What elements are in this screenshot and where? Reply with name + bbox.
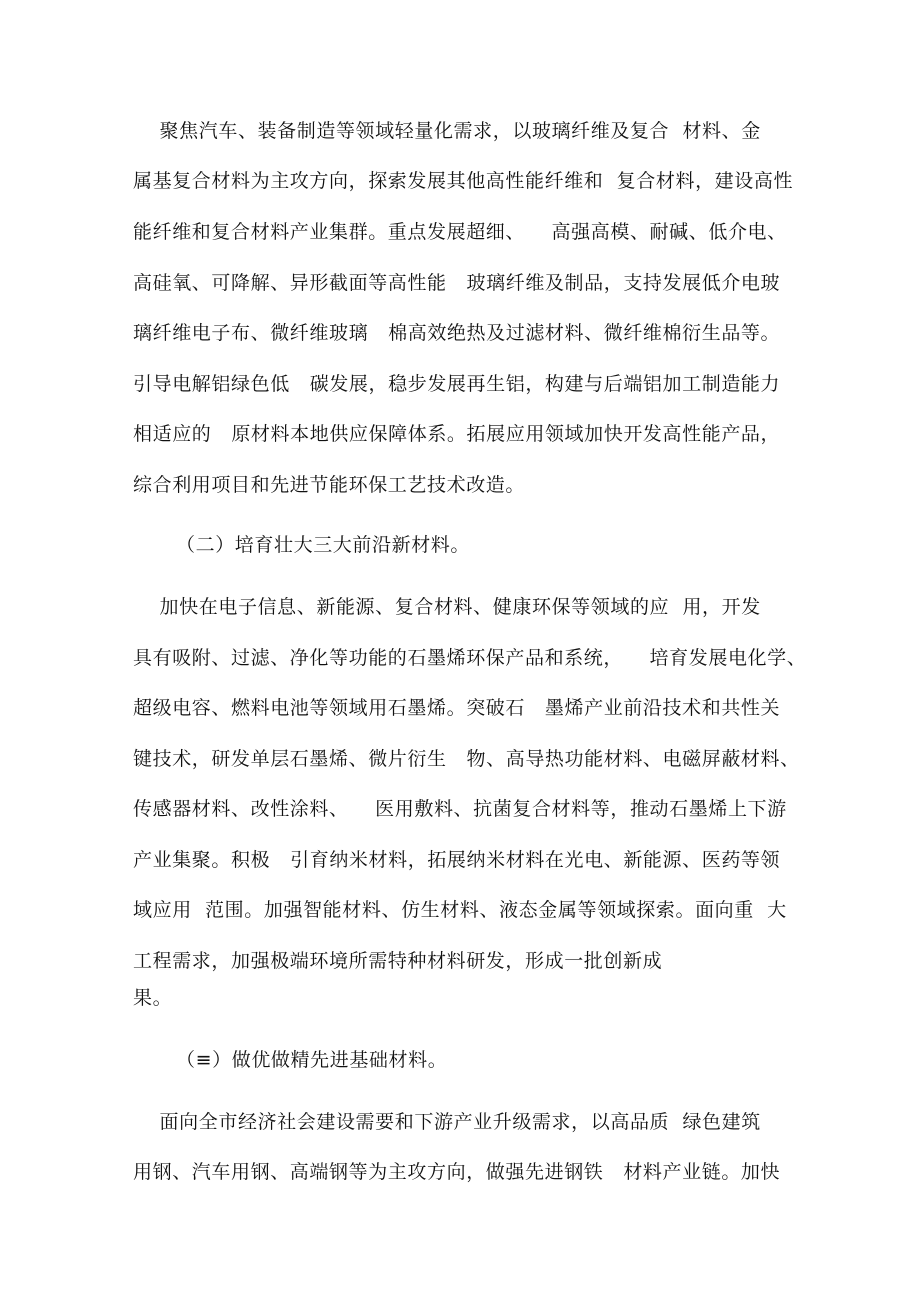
paragraph-2-line-7: 域应用 范围。加强智能材料、仿生材料、液态金属等领域探索。面向重 大 bbox=[133, 899, 787, 921]
paragraph-1-line-5: 璃纤维电子布、微纤维玻璃 棉高效绝热及过滤材料、微纤维棉衍生品等。 bbox=[133, 322, 781, 344]
paragraph-2-line-5: 传感器材料、改性涂料、 医用敷料、抗菌复合材料等，推动石墨烯上下游 bbox=[133, 798, 787, 820]
paragraph-3-line-2: 用钢、汽车用钢、高端钢等为主攻方向，做强先进钢铁 材料产业链。加快 bbox=[133, 1161, 781, 1183]
paragraph-1-line-8: 综合利用项目和先进节能环保工艺技术改造。 bbox=[133, 474, 526, 496]
paragraph-1-line-4: 高硅氧、可降解、异形截面等高性能 玻璃纤维及制品，支持发展低介电玻 bbox=[133, 272, 781, 294]
paragraph-2-line-9: 果。 bbox=[133, 987, 173, 1009]
paragraph-1-line-2: 属基复合材料为主攻方向，探索发展其他高性能纤维和 复合材料，建设高性 bbox=[133, 170, 794, 192]
paragraph-2-line-8: 工程需求，加强极端环境所需特种材料研发，形成一批创新成 bbox=[133, 950, 663, 972]
paragraph-1-line-1: 聚焦汽车、装备制造等领域轻量化需求，以玻璃纤维及复合 材料、金 bbox=[133, 120, 761, 142]
section-heading-2: （二）培育壮大三大前沿新材料。 bbox=[176, 534, 471, 556]
paragraph-2-line-3: 超级电容、燃料电池等领域用石墨烯。突破石 墨烯产业前沿技术和共性关 bbox=[133, 697, 781, 719]
paragraph-2-line-4: 键技术，研发单层石墨烯、微片衍生 物、高导热功能材料、电磁屏蔽材料、 bbox=[133, 748, 800, 770]
paragraph-2-line-6: 产业集聚。积极 引育纳米材料，拓展纳米材料在光电、新能源、医药等领 bbox=[133, 849, 781, 871]
paragraph-1-line-7: 相适应的 原材料本地供应保障体系。拓展应用领域加快开发高性能产品， bbox=[133, 423, 781, 445]
paragraph-1-line-3: 能纤维和复合材料产业集群。重点发展超细、 高强高模、耐碱、低介电、 bbox=[133, 221, 787, 243]
paragraph-3-line-1: 面向全市经济社会建设需要和下游产业升级需求，以高品质 绿色建筑 bbox=[133, 1111, 761, 1133]
paragraph-1-line-6: 引导电解铝绿色低 碳发展，稳步发展再生铝，构建与后端铝加工制造能力 bbox=[133, 373, 781, 395]
paragraph-2-line-1: 加快在电子信息、新能源、复合材料、健康环保等领域的应 用，开发 bbox=[133, 596, 761, 618]
paragraph-2-line-2: 具有吸附、过滤、净化等功能的石墨烯环保产品和系统， 培育发展电化学、 bbox=[133, 647, 807, 669]
section-heading-3: （≡）做优做精先进基础材料。 bbox=[176, 1049, 448, 1071]
